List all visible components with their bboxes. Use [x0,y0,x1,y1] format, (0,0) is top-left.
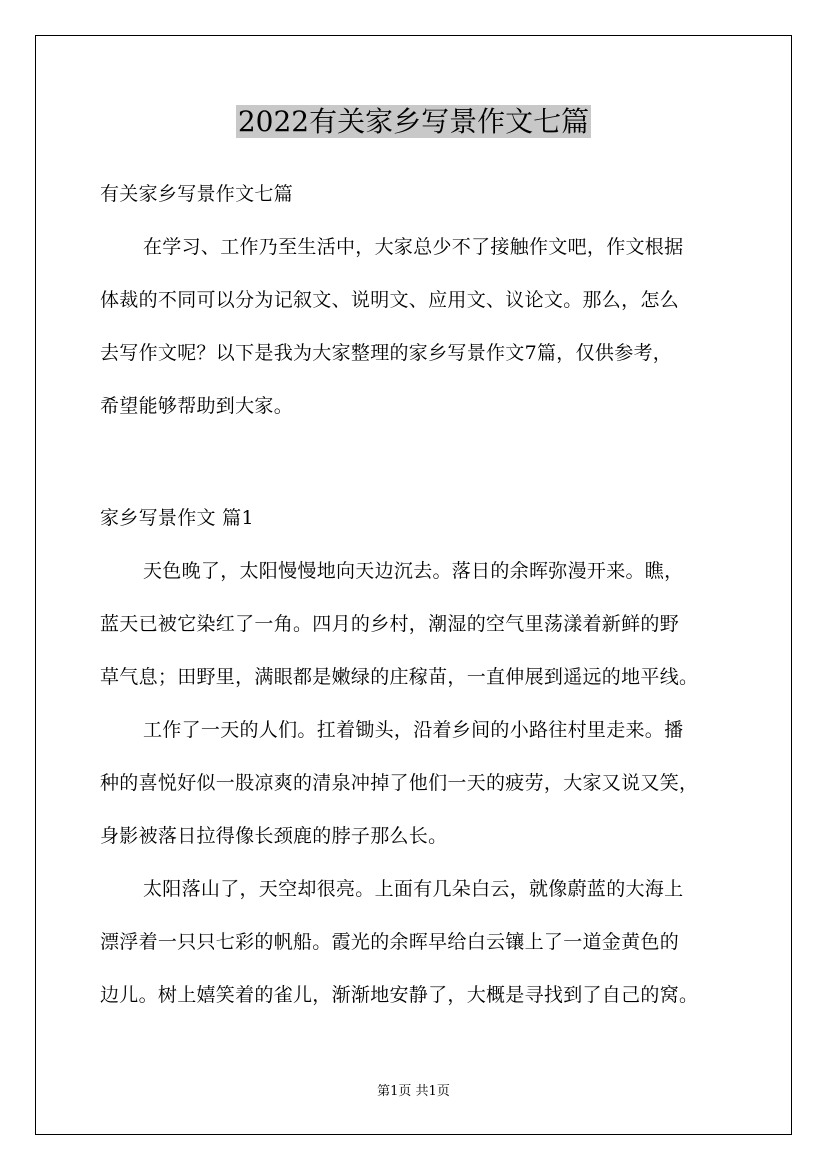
paragraph-line: 边儿。树上嬉笑着的雀儿，渐渐地安静了，大概是寻找到了自己的窝。 [100,984,699,1006]
paragraph-line: 草气息；田野里，满眼都是嫩绿的庄稼苗，一直伸展到遥远的地平线。 [100,666,699,688]
paragraph-line: 漂浮着一只只七彩的帆船。霞光的余晖早给白云镶上了一道金黄色的 [100,931,680,953]
document-title-text: 2022有关家乡写景作文七篇 [237,105,590,138]
intro-line: 体裁的不同可以分为记叙文、说明文、应用文、议论文。那么，怎么 [100,289,680,311]
intro-line: 去写作文呢？以下是我为大家整理的家乡写景作文7篇，仅供参考， [100,342,673,364]
paragraph-line: 工作了一天的人们。扛着锄头，沿着乡间的小路往村里走来。播 [143,719,684,741]
document-subtitle: 有关家乡写景作文七篇 [100,183,294,205]
section-heading: 家乡写景作文 篇1 [100,507,254,529]
intro-line: 在学习、工作乃至生活中，大家总少不了接触作文吧，作文根据 [143,236,684,258]
paragraph-line: 种的喜悦好似一股凉爽的清泉冲掉了他们一天的疲劳，大家又说又笑， [100,772,699,794]
intro-line: 希望能够帮助到大家。 [100,395,294,417]
paragraph-line: 太阳落山了，天空却很亮。上面有几朵白云，就像蔚蓝的大海上 [143,878,684,900]
paragraph-line: 天色晚了，太阳慢慢地向天边沉去。落日的余晖弥漫开来。瞧， [143,560,684,582]
page-footer: 第1页 共1页 [377,1084,450,1099]
paragraph-line: 蓝天已被它染红了一角。四月的乡村，潮湿的空气里荡漾着新鲜的野 [100,613,680,635]
document-title [0,102,827,142]
paragraph-line: 身影被落日拉得像长颈鹿的脖子那么长。 [100,825,448,847]
